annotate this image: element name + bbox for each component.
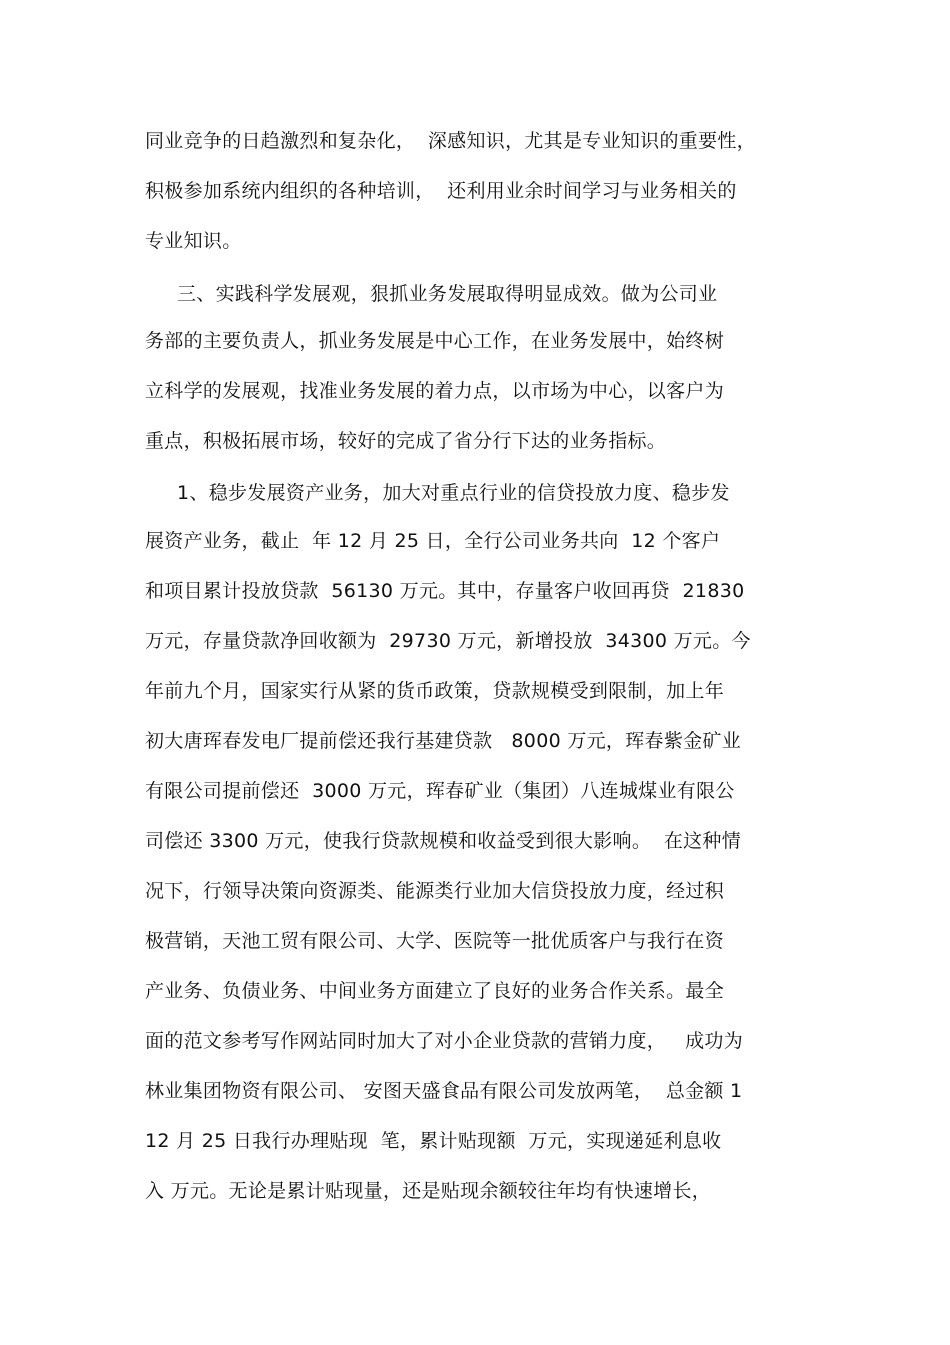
text-line: 产业务、负债业务、中间业务方面建立了良好的业务合作关系。最全 <box>145 980 725 1002</box>
text-line: 初大唐珲春发电厂提前偿还我行基建贷款 8000 万元，珲春紫金矿业 <box>145 730 742 752</box>
text-line: 务部的主要负责人，抓业务发展是中心工作，在业务发展中，始终树 <box>145 330 725 352</box>
text-line: 极营销，天池工贸有限公司、大学、医院等一批优质客户与我行在资 <box>145 930 725 952</box>
paragraph-heading: 三、实践科学发展观，狠抓业务发展取得明显成效。做为公司业 <box>177 283 718 305</box>
text-line: 立科学的发展观，找准业务发展的着力点，以市场为中心，以客户为 <box>145 380 725 402</box>
text-line: 入 万元。无论是累计贴现量，还是贴现余额较往年均有快速增长， <box>145 1180 712 1202</box>
text-line: 年前九个月，国家实行从紧的货币政策，贷款规模受到限制，加上年 <box>145 680 725 702</box>
text-line: 司偿还 3300 万元，使我行贷款规模和收益受到很大影响。 在这种情 <box>145 830 742 852</box>
text-line: 和项目累计投放贷款 56130 万元。其中，存量客户收回再贷 21830 <box>145 580 745 602</box>
text-line: 12 月 25 日我行办理贴现 笔，累计贴现额 万元，实现递延利息收 <box>145 1130 722 1152</box>
text-line: 重点，积极拓展市场，较好的完成了省分行下达的业务指标。 <box>145 430 667 452</box>
text-line: 林业集团物资有限公司、 安图天盛食品有限公司发放两笔， 总金额 1 <box>145 1080 743 1102</box>
text-line: 专业知识。 <box>145 230 242 252</box>
text-line: 面的范文参考写作网站同时加大了对小企业贷款的营销力度， 成功为 <box>145 1030 744 1052</box>
text-line: 展资产业务，截止 年 12 月 25 日，全行公司业务共向 12 个客户 <box>145 530 721 552</box>
text-line: 积极参加系统内组织的各种培训， 还利用业余时间学习与业务相关的 <box>145 180 737 202</box>
paragraph-heading: 1、稳步发展资产业务，加大对重点行业的信贷投放力度、稳步发 <box>177 482 730 504</box>
text-line: 同业竞争的日趋激烈和复杂化， 深感知识，尤其是专业知识的重要性， <box>145 130 756 152</box>
text-line: 况下，行领导决策向资源类、能源类行业加大信贷投放力度，经过积 <box>145 880 725 902</box>
text-line: 万元，存量贷款净回收额为 29730 万元，新增投放 34300 万元。今 <box>145 630 751 652</box>
text-line: 有限公司提前偿还 3000 万元，珲春矿业（集团）八连城煤业有限公 <box>145 780 735 802</box>
